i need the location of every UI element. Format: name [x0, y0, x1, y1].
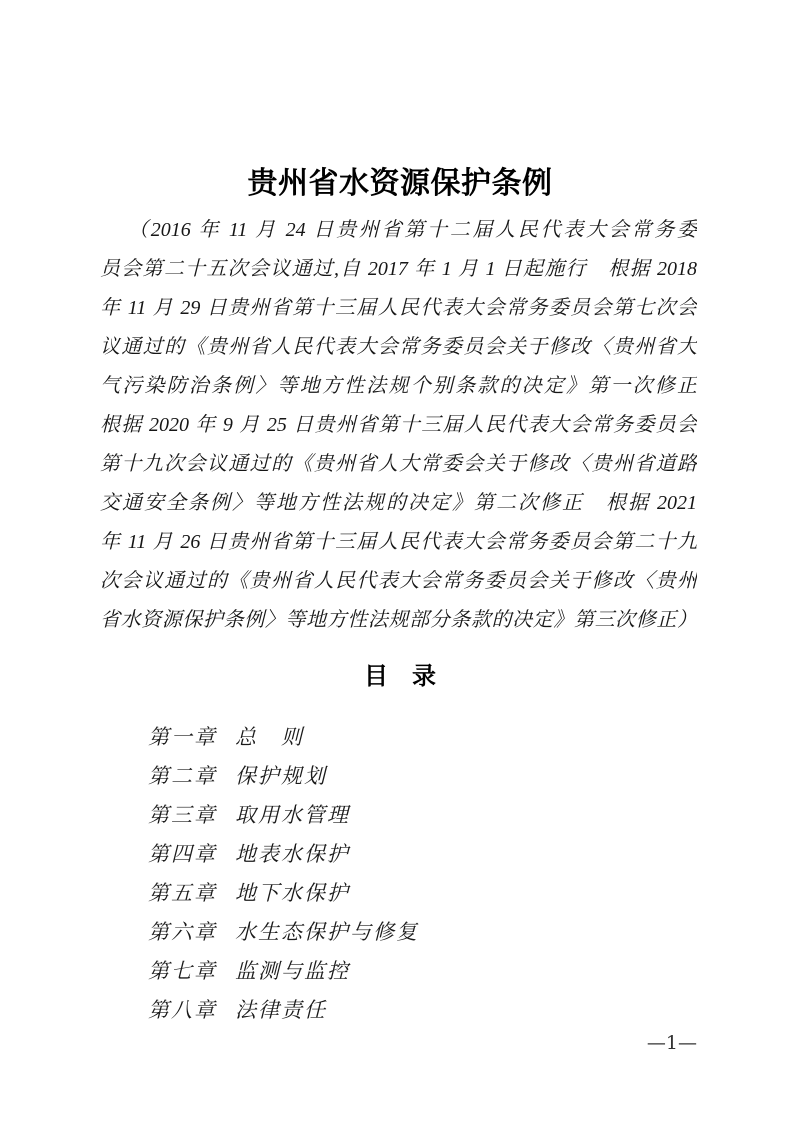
toc-chapter-number: 第五章 — [148, 881, 217, 905]
toc-entry — [148, 913, 648, 952]
preamble-line: 议通过的《贵州省人民代表大会常务委员会关于修改〈贵州省大 — [100, 336, 697, 358]
preamble-line: 交通安全条例〉等地方性法规的决定》第二次修正 根据 2021 — [100, 492, 697, 514]
toc-chapter-title: 总 则 — [235, 725, 304, 749]
page-number: —1— — [646, 1032, 697, 1054]
preamble-line: 气污染防治条例〉等地方性法规个别条款的决定》第一次修正 — [100, 375, 697, 397]
toc-chapter-number: 第六章 — [148, 920, 217, 944]
toc-chapter-number: 第二章 — [148, 764, 217, 788]
toc-heading: 目 录 — [364, 662, 436, 690]
toc-chapter-number: 第七章 — [148, 959, 217, 983]
toc-chapter-title: 水生态保护与修复 — [235, 920, 419, 944]
toc-chapter-title: 地表水保护 — [235, 842, 350, 866]
toc-entry — [148, 835, 648, 874]
toc-list — [148, 718, 648, 1030]
toc-chapter-title: 监测与监控 — [235, 959, 350, 983]
toc-chapter-title: 地下水保护 — [235, 881, 350, 905]
toc-chapter-number: 第四章 — [148, 842, 217, 866]
preamble-line: 员会第二十五次会议通过,自 2017 年 1 月 1 日起施行 根据 2018 — [100, 258, 697, 280]
preamble — [100, 211, 697, 640]
toc-chapter-number: 第八章 — [148, 998, 217, 1022]
preamble-line: 根据 2020 年 9 月 25 日贵州省第十三届人民代表大会常务委员会 — [100, 414, 697, 436]
toc-chapter-number: 第三章 — [148, 803, 217, 827]
toc-entry — [148, 874, 648, 913]
preamble-line: 省水资源保护条例〉等地方性法规部分条款的决定》第三次修正） — [100, 609, 697, 631]
preamble-line: 年 11 月 26 日贵州省第十三届人民代表大会常务委员会第二十九 — [100, 531, 697, 553]
preamble-line: 第十九次会议通过的《贵州省人大常委会关于修改〈贵州省道路 — [100, 453, 697, 475]
preamble-line: 年 11 月 29 日贵州省第十三届人民代表大会常务委员会第七次会 — [100, 297, 697, 319]
toc-chapter-title: 取用水管理 — [235, 803, 350, 827]
toc-chapter-title: 保护规划 — [235, 764, 327, 788]
toc-entry — [148, 796, 648, 835]
document-title: 贵州省水资源保护条例 — [247, 166, 553, 201]
toc-chapter-number: 第一章 — [148, 725, 217, 749]
preamble-line: 次会议通过的《贵州省人民代表大会常务委员会关于修改〈贵州 — [100, 570, 697, 592]
toc-entry — [148, 757, 648, 796]
toc-entry — [148, 952, 648, 991]
toc-entry — [148, 718, 648, 757]
toc-entry — [148, 991, 648, 1030]
preamble-line: （2016 年 11 月 24 日贵州省第十二届人民代表大会常务委 — [128, 219, 697, 241]
toc-chapter-title: 法律责任 — [235, 998, 327, 1022]
